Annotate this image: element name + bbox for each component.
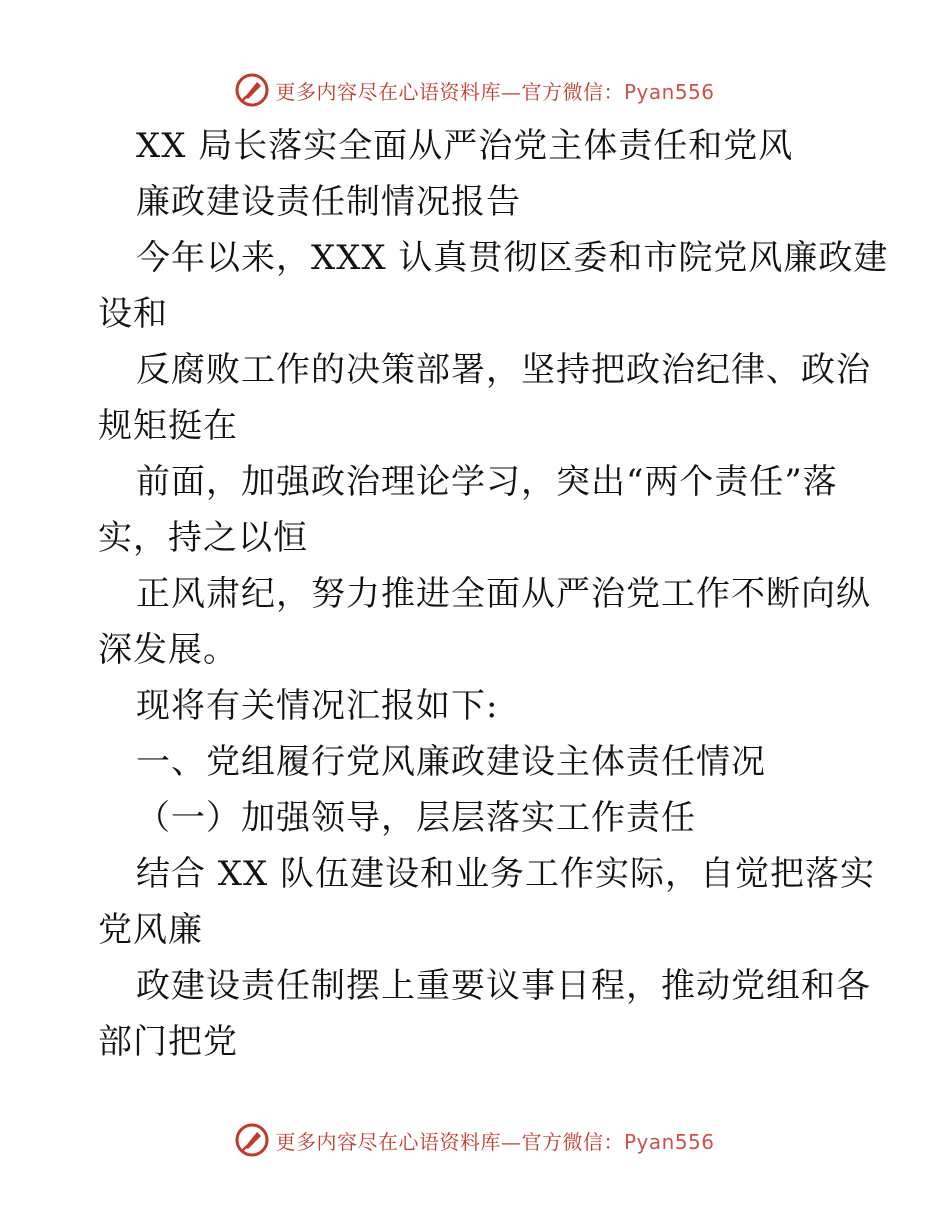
paragraph-line: 实，持之以恒 [98, 518, 308, 558]
paragraph-line: 今年以来，XXX 认真贯彻区委和市院党风廉政建 [136, 238, 889, 278]
title-line-1: XX 局长落实全面从严治党主体责任和党风 [136, 126, 794, 166]
subsection-heading: （一）加强领导，层层落实工作责任 [136, 798, 696, 838]
paragraph-line: 反腐败工作的决策部署，坚持把政治纪律、政治 [136, 350, 871, 390]
paragraph-line: 设和 [98, 294, 168, 334]
paragraph-line: 部门把党 [98, 1022, 238, 1062]
paragraph-line: 正风肃纪，努力推进全面从严治党工作不断向纵 [136, 574, 871, 614]
title-line-2: 廉政建设责任制情况报告 [136, 182, 521, 222]
pen-nib-logo-icon [235, 73, 269, 107]
paragraph-line: 结合 XX 队伍建设和业务工作实际，自觉把落实 [136, 854, 876, 894]
header-watermark [0, 70, 950, 110]
paragraph-line: 前面，加强政治理论学习，突出“两个责任”落 [136, 462, 838, 502]
paragraph-line: 规矩挺在 [98, 406, 238, 446]
paragraph-line: 政建设责任制摆上重要议事日程，推动党组和各 [136, 966, 871, 1006]
watermark-text: 更多内容尽在心语资料库—官方微信：Pyan556 [275, 1129, 715, 1154]
pen-nib-logo-icon [235, 1123, 269, 1157]
paragraph-line: 现将有关情况汇报如下: [136, 686, 499, 726]
footer-watermark [0, 1120, 950, 1160]
watermark-text: 更多内容尽在心语资料库—官方微信：Pyan556 [275, 79, 715, 104]
document-body [98, 118, 889, 1070]
paragraph-line: 党风廉 [98, 910, 203, 950]
section-heading: 一、党组履行党风廉政建设主体责任情况 [136, 742, 766, 782]
paragraph-line: 深发展。 [98, 630, 238, 670]
